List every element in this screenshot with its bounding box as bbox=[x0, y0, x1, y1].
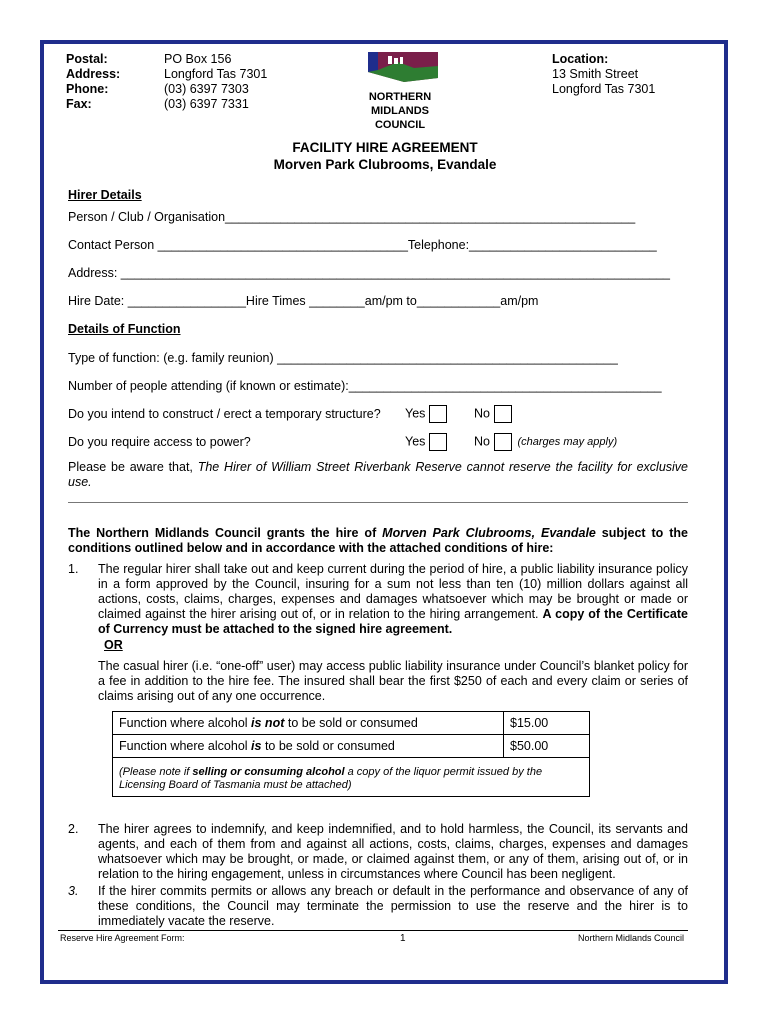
hirer-details-heading: Hirer Details bbox=[68, 188, 142, 202]
footer-rule bbox=[58, 930, 688, 931]
form-subtitle: Morven Park Clubrooms, Evandale bbox=[273, 157, 497, 172]
clause-2-text: The hirer agrees to indemnify, and keep indemnified, and to hold harmless, the Council, its servants and agents, and each of them from and against all actions, costs, claims, charges, expenses and damages whatsoever which may be brought, or made, or claimed against them, or any of them, arising out of, or in relation to the hiring engagement, unless in circumstances where Council has been negligent. bbox=[98, 822, 688, 881]
clause-3-text: If the hirer commits permits or allows any breach or default in the performance and observance of any of these conditions, the Council may terminate the permission to use the reserve and the hirer is to immediately vacate the reserve. bbox=[98, 884, 688, 928]
function-type-field[interactable]: Type of function: (e.g. family reunion) _________________________________________________ bbox=[68, 351, 618, 365]
form-title: FACILITY HIRE AGREEMENT bbox=[292, 140, 478, 155]
fee-price: $15.00 bbox=[504, 712, 590, 735]
page-number: 1 bbox=[400, 933, 406, 944]
fee-description: Function where alcohol is not to be sold or consumed bbox=[113, 712, 504, 735]
charges-note: (charges may apply) bbox=[517, 436, 618, 449]
fee-price: $50.00 bbox=[504, 735, 590, 758]
table-row bbox=[113, 735, 590, 758]
person-field[interactable]: Person / Club / Organisation___________________________________________________________ bbox=[68, 210, 636, 224]
footer-form-name: Reserve Hire Agreement Form: bbox=[60, 933, 185, 943]
fees-table bbox=[112, 711, 590, 797]
power-question: Do you require access to power? bbox=[68, 435, 251, 449]
power-no-checkbox[interactable] bbox=[494, 433, 512, 451]
address-field[interactable]: Address: _______________________________________________________________________________ bbox=[68, 266, 671, 280]
structure-question: Do you intend to construct / erect a temporary structure? bbox=[68, 407, 381, 421]
divider bbox=[68, 502, 688, 503]
grant-statement: The Northern Midlands Council grants the hire of Morven Park Clubrooms, Evandale subject to the conditions outlined below and in accordance with the attached conditions of hire: bbox=[68, 526, 688, 555]
clause-2-number: 2. bbox=[68, 822, 79, 836]
clause-1-text: The regular hirer shall take out and keep current during the period of hire, a public liability insurance policy in a form approved by the Council, insuring for a sum not less than ten (10) million dollars against all actions, costs, claims, charges, expenses and damages whatsoever which may be brought or made or claimed against the hirer arising out of, or in relation to the hiring arrangement. A copy of the Certificate of Currency must be attached to the signed hire agreement. bbox=[98, 562, 688, 636]
contact-field[interactable]: Contact Person ____________________________________Telephone:___________________________ bbox=[68, 238, 657, 252]
structure-yes-checkbox[interactable] bbox=[429, 405, 447, 423]
hire-date-field[interactable]: Hire Date: _________________Hire Times ________am/pm to____________am/pm bbox=[68, 294, 539, 308]
contact-values: PO Box 156 Longford Tas 7301 (03) 6397 7303 (03) 6397 7331 bbox=[164, 52, 268, 111]
table-row bbox=[113, 712, 590, 735]
casual-hirer-text: The casual hirer (i.e. “one-off” user) may access public liability insurance under Council’s blanket policy for a fee in addition to the hire fee. The insured shall bear the first $250 of each and every claim or series of claims arising out of any one occurrence. bbox=[98, 659, 688, 703]
power-yes-checkbox[interactable] bbox=[429, 433, 447, 451]
footer-council: Northern Midlands Council bbox=[578, 933, 685, 943]
people-field[interactable]: Number of people attending (if known or estimate):_____________________________________________ bbox=[68, 379, 662, 393]
function-details-heading: Details of Function bbox=[68, 322, 181, 336]
structure-yes[interactable]: Yes bbox=[405, 405, 447, 423]
power-yes[interactable]: Yes bbox=[405, 433, 447, 451]
or-label: OR bbox=[104, 638, 123, 652]
table-row bbox=[113, 758, 590, 797]
council-logo bbox=[364, 48, 440, 90]
power-no[interactable]: No (charges may apply) bbox=[474, 433, 617, 451]
clause-1-number: 1. bbox=[68, 562, 79, 576]
fee-description: Function where alcohol is to be sold or consumed bbox=[113, 735, 504, 758]
location-block: Location: 13 Smith Street Longford Tas 7301 bbox=[552, 52, 656, 96]
structure-no-checkbox[interactable] bbox=[494, 405, 512, 423]
clause-3-number: 3. bbox=[68, 884, 79, 898]
exclusive-use-notice: Please be aware that, The Hirer of William Street Riverbank Reserve cannot reserve the facility for exclusive use. bbox=[68, 460, 688, 489]
structure-no[interactable]: No bbox=[474, 405, 512, 423]
contact-labels: Postal: Address: Phone: Fax: bbox=[66, 52, 121, 111]
council-name: NORTHERN MIDLANDS COUNCIL bbox=[368, 91, 432, 131]
liquor-permit-note: (Please note if selling or consuming alcohol a copy of the liquor permit issued by the Licensing Board of Tasmania must be attached) bbox=[113, 758, 590, 797]
